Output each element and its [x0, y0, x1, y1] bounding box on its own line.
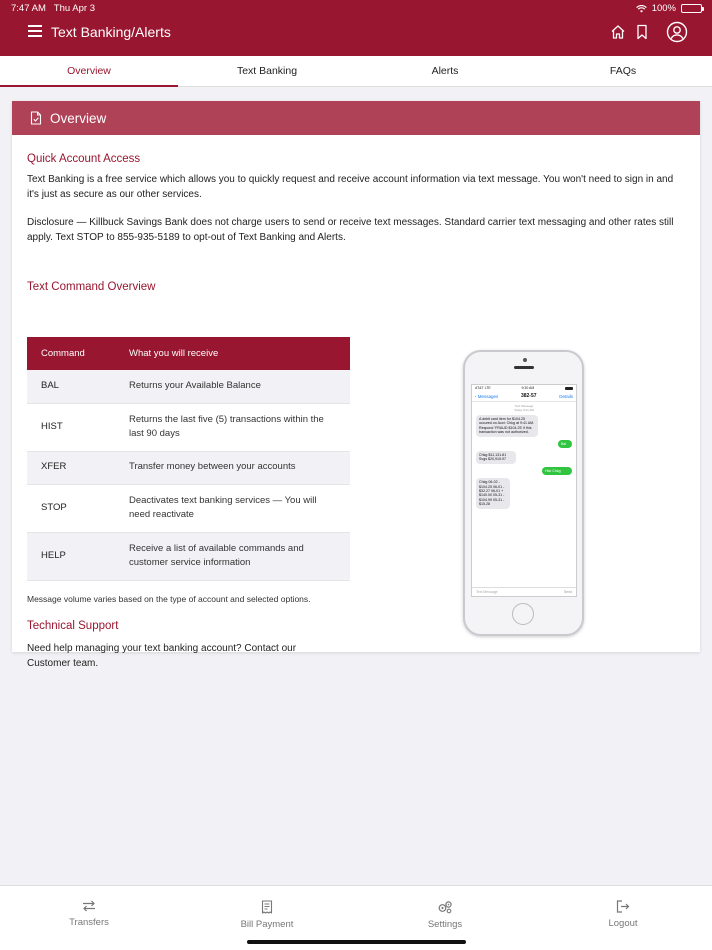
- card-title: Overview: [50, 110, 107, 126]
- phone-screen: [471, 384, 577, 597]
- table-row: [27, 451, 350, 484]
- phone-illustration: [463, 350, 584, 636]
- tab-bar: [0, 56, 712, 87]
- table-row: [27, 484, 350, 532]
- volume-note: Message volume varies based on the type of account and selected options.: [27, 594, 311, 604]
- command-cell: XFER: [27, 451, 115, 484]
- bill-icon: [261, 900, 273, 914]
- logout-icon: [616, 900, 630, 913]
- description-cell: Returns the last five (5) transactions within the last 90 days: [115, 403, 350, 451]
- menu-icon[interactable]: [28, 25, 42, 37]
- description-cell: Deactivates text banking services — You will need reactivate: [115, 484, 350, 532]
- support-text: Need help managing your text banking account? Contact our Customer team.: [27, 643, 297, 669]
- nav-transfers[interactable]: Transfers: [0, 886, 178, 950]
- col-command: Command: [27, 337, 115, 370]
- col-receive: What you will receive: [115, 337, 350, 370]
- text-command-heading: Text Command Overview: [27, 281, 156, 293]
- table-row: [27, 370, 350, 403]
- phone-message-bubble: Chkg $11,131.81 Svgs $20,915.97: [476, 451, 516, 464]
- description-cell: Receive a list of available commands and customer service information: [115, 532, 350, 580]
- phone-status-bar: AT&T LTE 9:30 AM: [472, 385, 576, 391]
- gears-icon: [437, 900, 453, 914]
- nav-logout[interactable]: Logout: [534, 886, 712, 950]
- phone-camera: [523, 358, 527, 362]
- description-cell: Transfer money between your accounts: [115, 451, 350, 484]
- phone-number: 382-57: [520, 393, 537, 399]
- command-table: [27, 337, 350, 581]
- command-cell: BAL: [27, 370, 115, 403]
- nav-settings[interactable]: Settings: [356, 886, 534, 950]
- phone-details: Details: [559, 393, 573, 399]
- document-check-icon: [30, 111, 42, 125]
- status-time: 7:47 AM Thu Apr 3: [11, 3, 95, 14]
- phone-nav-bar: [472, 391, 576, 402]
- quick-access-text: Text Banking is a free service which allows you to quickly request and receive account information via text message. You won't need to sign in and it's just as secure as our other services.: [27, 174, 674, 200]
- phone-back: ‹ Messages: [475, 393, 499, 399]
- phone-thread-date: Text Message Today 9:41 AM: [514, 404, 534, 412]
- tab-alerts[interactable]: Alerts: [431, 65, 459, 77]
- nav-bill-payment[interactable]: Bill Payment: [178, 886, 356, 950]
- disclosure-text: Disclosure — Killbuck Savings Bank does not charge users to send or receive text messages. Standard carrier text messaging and other rates still apply. Text STOP to 855-935-5189 to opt-out of Text Banking and Alerts.: [27, 217, 674, 243]
- phone-input-bar: Text Message Send: [472, 587, 576, 596]
- home-indicator: [247, 940, 466, 944]
- page-title: Text Banking/Alerts: [51, 24, 171, 40]
- top-bar: [0, 0, 712, 56]
- phone-home-button: [512, 603, 534, 625]
- quick-access-heading: Quick Account Access: [27, 153, 141, 165]
- overview-card: [12, 101, 700, 669]
- home-icon[interactable]: [610, 24, 626, 40]
- command-cell: HIST: [27, 403, 115, 451]
- card-header: [12, 101, 700, 135]
- command-cell: HELP: [27, 532, 115, 580]
- phone-message-bubble: Chkg 06-02 - $104.25 06-01 - $32.27 06-01 + $140.00 05-31 - $104.99 05-31 - $15.28: [476, 478, 510, 508]
- profile-icon[interactable]: [666, 21, 688, 43]
- support-heading: Technical Support: [27, 620, 119, 632]
- battery-percent: 100%: [651, 3, 676, 14]
- table-row: [27, 403, 350, 451]
- phone-message-bubble: Hist Chkg: [542, 467, 572, 475]
- phone-message-bubble: A debit card item for $104.25 occured on Acct: Chkg at 9:41 AM. Respond 'FRAUD $104.25' if this transaction was not authorized.: [476, 415, 538, 437]
- description-cell: Returns your Available Balance: [115, 370, 350, 403]
- phone-message-bubble: Bal: [558, 440, 572, 448]
- table-header-row: [27, 337, 350, 370]
- tab-faqs[interactable]: FAQs: [609, 65, 637, 77]
- wifi-icon: [636, 5, 647, 13]
- tab-overview[interactable]: Overview: [0, 56, 178, 86]
- transfer-arrows-icon: [82, 900, 96, 912]
- bookmark-icon[interactable]: [635, 24, 649, 40]
- status-bar: [0, 0, 712, 16]
- tab-text-banking[interactable]: Text Banking: [236, 65, 298, 77]
- phone-speaker: [514, 366, 534, 369]
- command-cell: STOP: [27, 484, 115, 532]
- battery-icon: [681, 4, 702, 13]
- table-row: [27, 532, 350, 580]
